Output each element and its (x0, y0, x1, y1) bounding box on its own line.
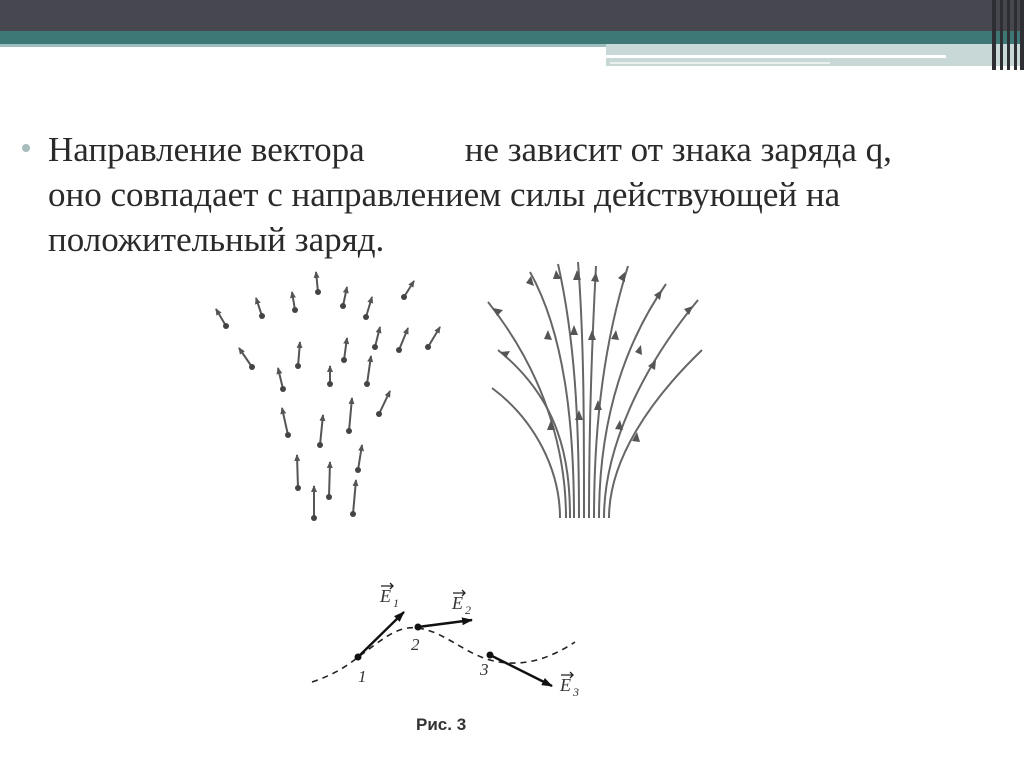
field-line (492, 388, 560, 518)
field-vector-arrow (363, 297, 372, 320)
trajectory-dashed-line (312, 628, 575, 682)
vector-label-e2 (451, 590, 471, 617)
point-label-1: 1 (358, 667, 367, 686)
field-line (589, 266, 596, 518)
field-vector-arrow (364, 356, 371, 387)
vector-label-e2-sub: 2 (465, 603, 471, 617)
field-vector-arrow (315, 272, 321, 295)
field-vector-arrow (350, 480, 356, 517)
vector-e2-arrow (418, 620, 472, 627)
arrowhead-icon (553, 270, 561, 279)
field-line (599, 284, 666, 518)
field-vector-arrow (372, 327, 380, 350)
field-vector-arrow (376, 391, 390, 417)
arrowhead-icon (591, 272, 599, 282)
field-line (558, 264, 579, 518)
trajectory-diagram (312, 583, 579, 734)
field-vector-arrow (340, 287, 347, 309)
trajectory-point-2 (415, 624, 422, 631)
field-vector-arrow (216, 309, 229, 329)
trajectory-point-1 (355, 654, 362, 661)
bullet-dot-icon (22, 144, 30, 152)
vector-label-e1 (379, 583, 399, 610)
field-vector-arrow (327, 366, 333, 387)
field-vector-arrow (256, 298, 265, 319)
arrowhead-icon (648, 360, 656, 370)
vector-e3-arrow (490, 655, 552, 686)
arrowhead-icon (611, 330, 619, 340)
arrowhead-icon (526, 276, 534, 286)
point-label-3: 3 (480, 660, 489, 679)
bullet-text-part1: Направление вектора (48, 130, 365, 169)
arrowhead-icon (570, 325, 578, 335)
field-line-arrowheads (493, 270, 693, 442)
field-vector-arrow (311, 486, 317, 521)
vector-overarrow-icon (561, 672, 573, 678)
point-label-2: 2 (411, 635, 420, 654)
arrowhead-icon (573, 270, 581, 280)
field-line (594, 266, 628, 518)
vector-e1-arrow (358, 612, 404, 657)
field-line (488, 302, 566, 518)
field-vector-arrow (326, 462, 332, 500)
field-vector-arrows (216, 272, 440, 521)
field-line (604, 300, 698, 518)
field-lines-diagram (488, 262, 702, 518)
field-line (578, 262, 584, 518)
vector-label-e1-base: E (380, 586, 391, 606)
arrowhead-icon (575, 410, 583, 420)
slide-header-decoration (0, 0, 1024, 80)
vector-label-e2-base: E (452, 593, 463, 613)
field-vector-arrow (425, 327, 440, 350)
field-vector-arrow (396, 328, 408, 353)
field-vector-arrow (355, 445, 362, 473)
vector-overarrow-icon (453, 590, 465, 596)
field-vector-arrow (239, 348, 255, 370)
arrowhead-icon (493, 308, 503, 316)
arrowhead-icon (615, 420, 623, 430)
arrowhead-icon (654, 290, 662, 300)
field-vector-arrow (341, 338, 347, 363)
trajectory-point-3 (487, 652, 494, 659)
slide-content (22, 127, 922, 262)
field-vector-arrow (278, 368, 286, 392)
field-vector-arrow (295, 455, 301, 491)
vector-label-e3-base: E (560, 675, 571, 695)
field-line (609, 350, 702, 518)
arrowhead-icon (544, 330, 552, 340)
arrowhead-icon (635, 345, 642, 355)
arrowhead-icon (684, 306, 693, 315)
vector-label-e3-sub: 3 (573, 685, 579, 699)
bullet-text-part2: не зависит от знака заряда q, оно совпадает с направлением силы действующей на положительный заряд. (48, 130, 892, 259)
field-vector-arrow (401, 281, 414, 300)
figure-caption: Рис. 3 (416, 715, 467, 734)
field-vector-arrow (295, 342, 301, 369)
bullet-text (48, 127, 908, 262)
field-vector-arrow (346, 398, 352, 434)
field-line (530, 272, 574, 518)
vector-overarrow-icon (381, 583, 393, 589)
field-vector-arrow (292, 292, 298, 313)
field-vector-arrow (317, 415, 323, 448)
arrowhead-icon (632, 432, 640, 442)
arrowhead-icon (500, 351, 510, 358)
arrowhead-icon (588, 330, 596, 340)
vector-label-e3 (559, 672, 579, 699)
field-vector-arrow (282, 408, 291, 438)
arrowhead-icon (618, 272, 625, 282)
vector-label-e1-sub: 1 (393, 596, 399, 610)
arrowhead-icon (547, 420, 555, 430)
bullet-item (22, 127, 922, 262)
arrowhead-icon (594, 400, 602, 410)
field-line (498, 350, 570, 518)
